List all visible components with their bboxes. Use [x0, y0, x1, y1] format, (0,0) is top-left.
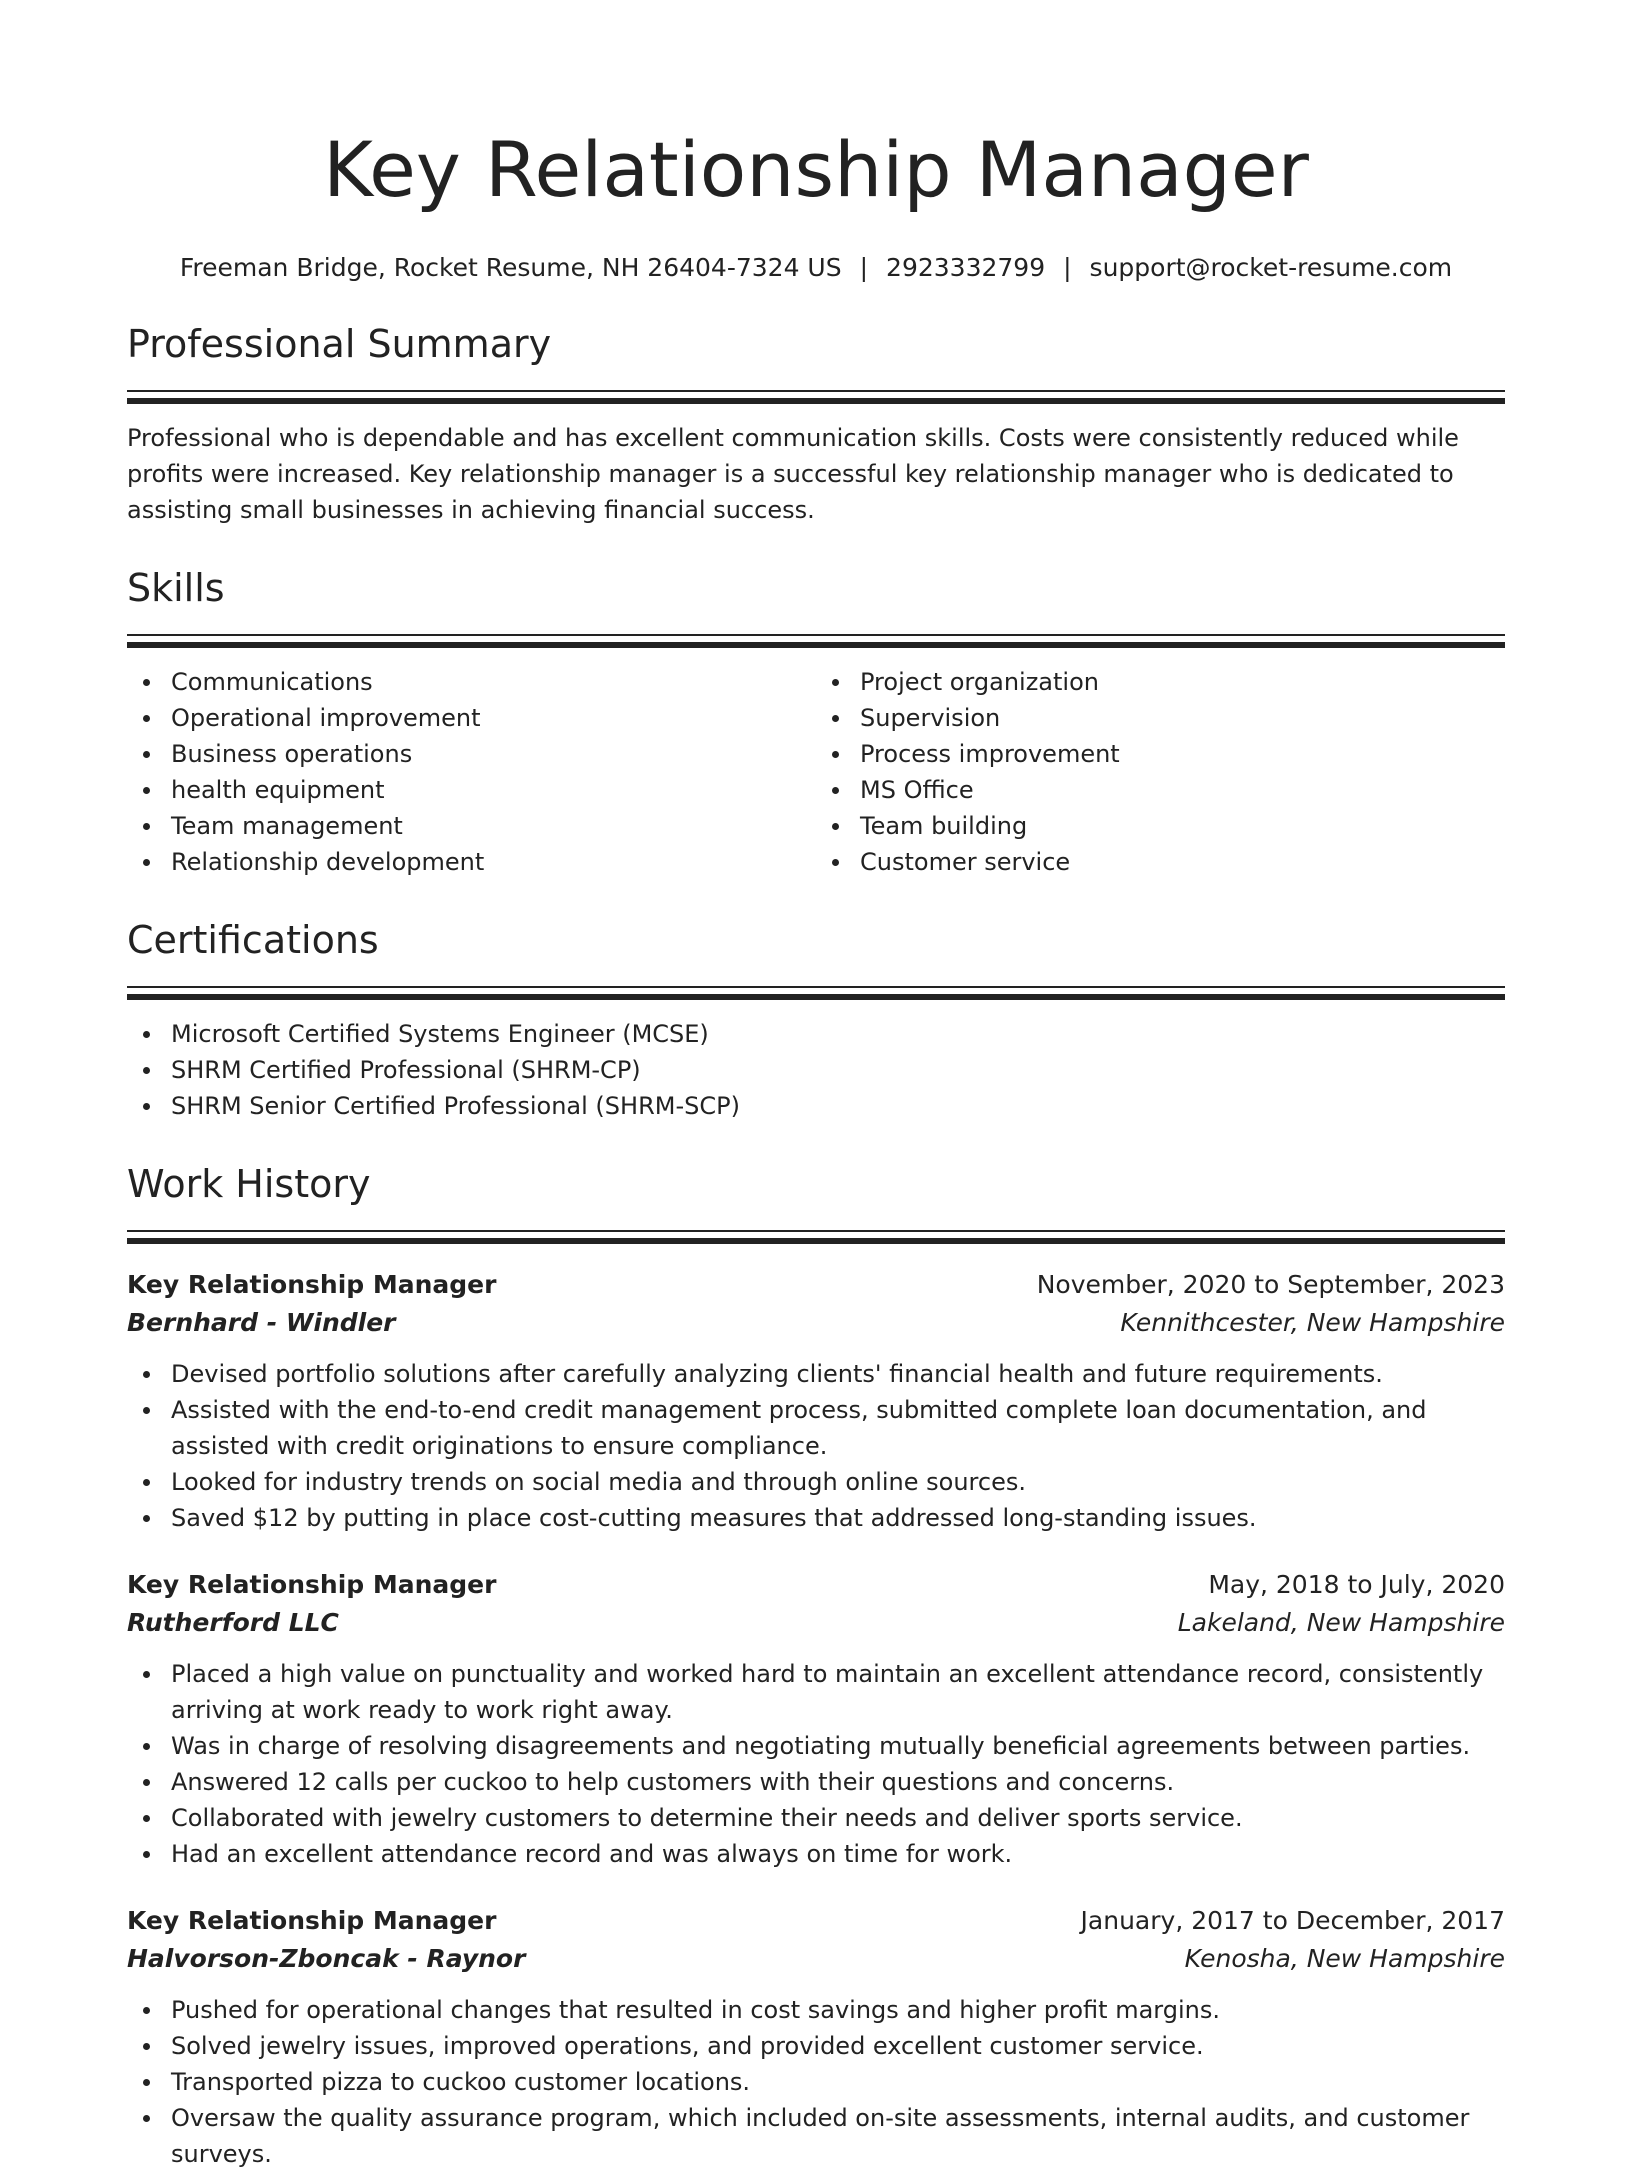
skill-item: Operational improvement — [171, 700, 816, 736]
job-entry — [127, 1902, 1505, 2172]
job-bullet: Answered 12 calls per cuckoo to help customers with their questions and concerns. — [171, 1764, 1505, 1800]
certification-item: SHRM Senior Certified Professional (SHRM-SCP) — [171, 1088, 1505, 1124]
skill-item: Business operations — [171, 736, 816, 772]
certifications-section — [127, 916, 1505, 1124]
job-bullet: Looked for industry trends on social media and through online sources. — [171, 1464, 1505, 1500]
certification-item: SHRM Certified Professional (SHRM-CP) — [171, 1052, 1505, 1088]
job-location: Kennithcester, New Hampshire — [1120, 1308, 1505, 1337]
section-divider — [127, 390, 1505, 392]
work-history-section — [127, 1160, 1505, 2172]
section-divider — [127, 994, 1505, 1000]
skill-item: Project organization — [860, 664, 1505, 700]
job-bullet: Was in charge of resolving disagreements and negotiating mutually beneficial agreements between parties. — [171, 1728, 1505, 1764]
section-divider — [127, 398, 1505, 404]
job-company-row — [127, 1940, 1505, 1978]
job-header-row — [127, 1902, 1505, 1940]
skill-item: Customer service — [860, 844, 1505, 880]
skill-item: Supervision — [860, 700, 1505, 736]
section-divider — [127, 634, 1505, 636]
job-bullet: Collaborated with jewelry customers to determine their needs and deliver sports service. — [171, 1800, 1505, 1836]
job-company: Rutherford LLC — [127, 1608, 339, 1637]
job-bullet: Devised portfolio solutions after carefully analyzing clients' financial health and future requirements. — [171, 1356, 1505, 1392]
section-divider — [127, 1238, 1505, 1244]
job-entry — [127, 1566, 1505, 1872]
job-title: Key Relationship Manager — [127, 1270, 497, 1299]
job-bullet: Oversaw the quality assurance program, which included on-site assessments, internal audits, and customer surveys. — [171, 2100, 1505, 2172]
job-bullet: Had an excellent attendance record and was always on time for work. — [171, 1836, 1505, 1872]
skills-list-left — [127, 664, 816, 880]
contact-separator: | — [1063, 253, 1072, 282]
job-header-row — [127, 1266, 1505, 1304]
resume-name: Key Relationship Manager — [323, 125, 1309, 214]
contact-line — [127, 252, 1505, 284]
job-company-row — [127, 1604, 1505, 1642]
job-bullet: Solved jewelry issues, improved operations, and provided excellent customer service. — [171, 2028, 1505, 2064]
job-company: Halvorson-Zboncak - Raynor — [127, 1944, 526, 1973]
job-bullet: Transported pizza to cuckoo customer locations. — [171, 2064, 1505, 2100]
skills-list-right — [816, 664, 1505, 880]
contact-phone: 2923332799 — [886, 253, 1046, 282]
job-bullets — [127, 1992, 1505, 2172]
job-location: Kenosha, New Hampshire — [1184, 1944, 1505, 1973]
section-title-work-history: Work History — [127, 1162, 371, 1206]
skill-item: Team management — [171, 808, 816, 844]
job-bullet: Placed a high value on punctuality and worked hard to maintain an excellent attendance record, consistently arriving at work ready to work right away. — [171, 1656, 1505, 1728]
job-location: Lakeland, New Hampshire — [1177, 1608, 1505, 1637]
job-dates: January, 2017 to December, 2017 — [1080, 1906, 1505, 1935]
job-dates: May, 2018 to July, 2020 — [1208, 1570, 1505, 1599]
job-header-row — [127, 1566, 1505, 1604]
job-bullet: Pushed for operational changes that resulted in cost savings and higher profit margins. — [171, 1992, 1505, 2028]
job-bullet: Saved $12 by putting in place cost-cutting measures that addressed long-standing issues. — [171, 1500, 1505, 1536]
job-entry — [127, 1266, 1505, 1536]
section-divider — [127, 642, 1505, 648]
skills-section — [127, 564, 1505, 880]
summary-text: Professional who is dependable and has excellent communication skills. Costs were consistently reduced while profits were increased. Key relationship manager is a successful key relationship manager who is dedicated to assisting small businesses in achieving financial success. — [127, 424, 1459, 524]
section-title-certifications: Certifications — [127, 918, 379, 962]
skill-item: MS Office — [860, 772, 1505, 808]
contact-email: support@rocket-resume.com — [1089, 253, 1453, 282]
job-title: Key Relationship Manager — [127, 1906, 497, 1935]
certification-item: Microsoft Certified Systems Engineer (MCSE) — [171, 1016, 1505, 1052]
skill-item: Relationship development — [171, 844, 816, 880]
skill-item: Communications — [171, 664, 816, 700]
contact-separator: | — [859, 253, 869, 282]
skill-item: Team building — [860, 808, 1505, 844]
section-divider — [127, 1230, 1505, 1232]
job-company: Bernhard - Windler — [127, 1308, 396, 1337]
section-title-skills: Skills — [127, 566, 225, 610]
skill-item: health equipment — [171, 772, 816, 808]
skills-columns — [127, 664, 1505, 880]
job-dates: November, 2020 to September, 2023 — [1036, 1270, 1505, 1299]
job-company-row — [127, 1304, 1505, 1342]
section-divider — [127, 986, 1505, 988]
skill-item: Process improvement — [860, 736, 1505, 772]
contact-address: Freeman Bridge, Rocket Resume, NH 26404-7324 US — [179, 253, 842, 282]
job-bullet: Assisted with the end-to-end credit management process, submitted complete loan documentation, and assisted with credit originations to ensure compliance. — [171, 1392, 1505, 1464]
summary-section — [127, 320, 1505, 528]
section-title-summary: Professional Summary — [127, 322, 552, 366]
job-bullets — [127, 1356, 1505, 1536]
job-bullets — [127, 1656, 1505, 1872]
job-title: Key Relationship Manager — [127, 1570, 497, 1599]
certifications-list — [127, 1016, 1505, 1124]
